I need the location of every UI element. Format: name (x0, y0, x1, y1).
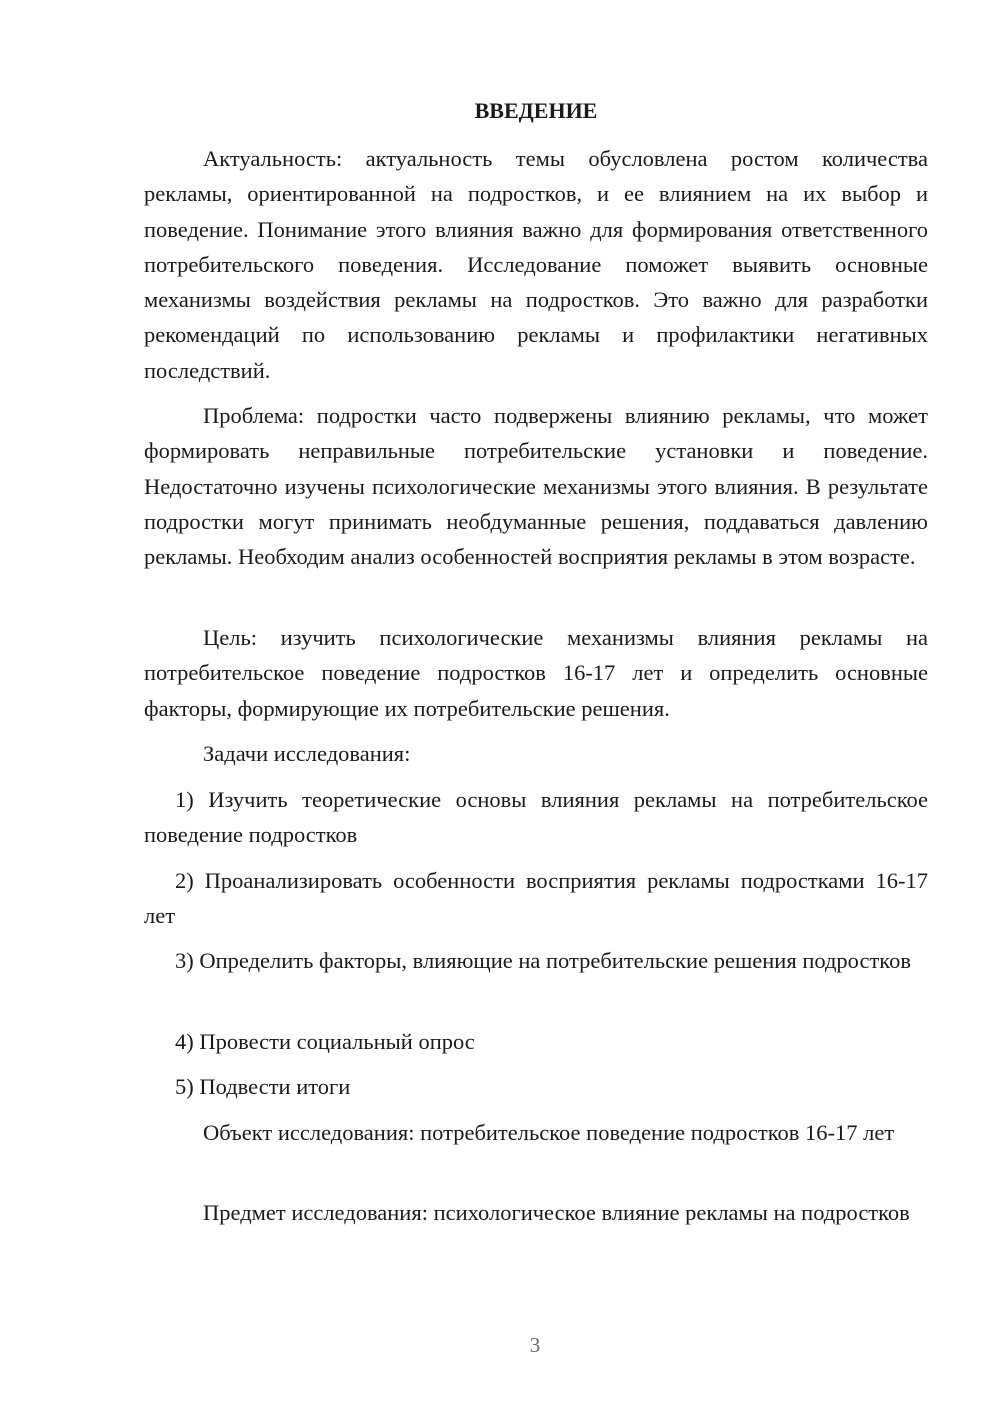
task-item-1: 1) Изучить теоретические основы влияния рекламы на потребительское поведение подростков (144, 787, 928, 848)
task-item-4: 4) Провести социальный опрос (175, 1029, 475, 1054)
research-object-paragraph: Объект исследования: потребительское поведение подростков 16-17 лет (203, 1120, 895, 1145)
section-title: ВВЕДЕНИЕ (474, 98, 598, 123)
tasks-heading: Задачи исследования: (203, 741, 411, 766)
task-item-3: 3) Определить факторы, влияющие на потребительские решения подростков (175, 948, 911, 973)
problem-paragraph: Проблема: подростки часто подвержены влиянию рекламы, что может формировать неправильные потребительские установки и поведение. Недостаточно изучены психологические механизмы этого влияния. В результате подростки могут принимать необдуманные решения, поддаваться давлению рекламы. Необходим анализ особенностей восприятия рекламы в этом возрасте. (144, 403, 928, 570)
task-item-2: 2) Проанализировать особенности восприятия рекламы подростками 16-17 лет (144, 868, 928, 929)
page-number: 3 (529, 1333, 541, 1357)
research-subject-paragraph: Предмет исследования: психологическое влияние рекламы на подростков (203, 1200, 910, 1225)
goal-paragraph: Цель: изучить психологические механизмы влияния рекламы на потребительское поведение подростков 16-17 лет и определить основные факторы, формирующие их потребительские решения. (144, 625, 928, 721)
relevance-paragraph: Актуальность: актуальность темы обусловлена ростом количества рекламы, ориентированной на подростков, и ее влиянием на их выбор и поведение. Понимание этого влияния важно для формирования ответственного потребительского поведения. Исследование поможет выявить основные механизмы воздействия рекламы на подростков. Это важно для разработки рекомендаций по использованию рекламы и профилактики негативных последствий. (144, 146, 928, 383)
task-item-5: 5) Подвести итоги (175, 1074, 351, 1099)
